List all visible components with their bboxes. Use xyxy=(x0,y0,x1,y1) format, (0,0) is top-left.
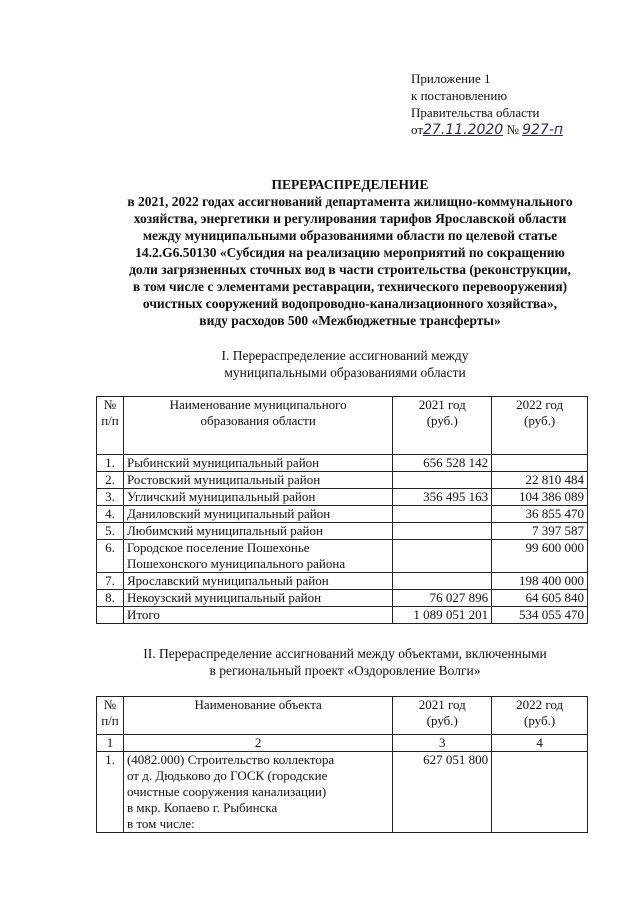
row-num: 6. xyxy=(97,540,124,573)
table-row xyxy=(97,752,588,833)
section1-title xyxy=(140,347,550,381)
title-line: между муниципальными образованиями области по целевой статье xyxy=(142,228,558,243)
section2-title-line: в региональный проект «Оздоровление Волги» xyxy=(209,663,481,678)
row-2022 xyxy=(492,752,588,833)
title-line: очистных сооружений водопроводно-канализационного хозяйства», xyxy=(142,296,558,311)
title-line: доли загрязненных сточных вод в части строительства (реконструкции, xyxy=(129,262,571,277)
appendix-line-1: Приложение 1 xyxy=(411,71,491,86)
row-2022: 64 605 840 xyxy=(492,590,588,607)
header-num: № п/п xyxy=(97,697,124,735)
row-num: 7. xyxy=(97,573,124,590)
table-row xyxy=(97,523,588,540)
row-name: Некоузский муниципальный район xyxy=(123,590,392,607)
row-2022: 22 810 484 xyxy=(492,472,588,489)
section1-table xyxy=(96,396,588,624)
row-name: Ростовский муниципальный район xyxy=(123,472,392,489)
row-name: Городское поселение Пошехонье Пошехонского муниципального района xyxy=(123,540,392,573)
total-row xyxy=(97,607,588,624)
appendix-line-3: Правительства области xyxy=(411,105,540,120)
row-2021: 627 051 800 xyxy=(393,752,492,833)
section2-table xyxy=(96,696,588,833)
total-2022: 534 055 470 xyxy=(492,607,588,624)
row-2022: 7 397 587 xyxy=(492,523,588,540)
title-line: в 2021, 2022 годах ассигнований департамента жилищно-коммунального xyxy=(127,194,573,209)
row-2021 xyxy=(393,540,492,573)
row-2022: 36 855 470 xyxy=(492,506,588,523)
row-2022 xyxy=(492,455,588,472)
total-label: Итого xyxy=(123,607,392,624)
row-num: 5. xyxy=(97,523,124,540)
title-heading: ПЕРЕРАСПРЕДЕЛЕНИЕ xyxy=(271,177,429,192)
table-row xyxy=(97,455,588,472)
row-num: 4. xyxy=(97,506,124,523)
col-number: 3 xyxy=(393,735,492,752)
row-2021: 356 495 163 xyxy=(393,489,492,506)
header-2021: 2021 год (руб.) xyxy=(393,397,492,455)
row-name: Даниловский муниципальный район xyxy=(123,506,392,523)
appendix-line-2: к постановлению xyxy=(411,88,508,103)
col-number: 4 xyxy=(492,735,588,752)
row-num: 8. xyxy=(97,590,124,607)
table-header-row xyxy=(97,397,588,455)
row-2021 xyxy=(393,523,492,540)
row-2021: 76 027 896 xyxy=(393,590,492,607)
title-line: в том числе с элементами реставрации, технического перевооружения) xyxy=(132,279,568,294)
row-num: 3. xyxy=(97,489,124,506)
appendix-date-line xyxy=(411,121,563,139)
table-row xyxy=(97,506,588,523)
row-2021 xyxy=(393,506,492,523)
row-num: 2. xyxy=(97,472,124,489)
total-2021: 1 089 051 201 xyxy=(393,607,492,624)
row-2021 xyxy=(393,472,492,489)
table-row xyxy=(97,573,588,590)
row-2021 xyxy=(393,573,492,590)
row-name: Любимский муниципальный район xyxy=(123,523,392,540)
table-row xyxy=(97,540,588,573)
section1-title-line: I. Перераспределение ассигнований между xyxy=(221,348,469,363)
handwritten-date: 27.11.2020 xyxy=(423,122,504,138)
column-number-row xyxy=(97,735,588,752)
row-2022: 104 386 089 xyxy=(492,489,588,506)
header-name: Наименование объекта xyxy=(123,697,392,735)
section1-title-line: муниципальными образованиями области xyxy=(224,365,466,380)
table-row xyxy=(97,489,588,506)
from-label: от xyxy=(411,122,424,137)
row-2022: 198 400 000 xyxy=(492,573,588,590)
row-name: Угличский муниципальный район xyxy=(123,489,392,506)
document-title xyxy=(80,176,620,329)
row-name: Ярославский муниципальный район xyxy=(123,573,392,590)
section2-title xyxy=(90,645,600,679)
section2-title-line: II. Перераспределение ассигнований между объектами, включенными xyxy=(143,646,547,661)
header-num: № п/п xyxy=(97,397,124,455)
row-name: Рыбинский муниципальный район xyxy=(123,455,392,472)
title-line: 14.2.G6.50130 «Субсидия на реализацию мероприятий по сокращению xyxy=(135,245,565,260)
row-num: 1. xyxy=(97,752,124,833)
col-number: 1 xyxy=(97,735,124,752)
title-line: хозяйства, энергетики и регулирования тарифов Ярославской области xyxy=(133,211,567,226)
row-num: 1. xyxy=(97,455,124,472)
title-line: виду расходов 500 «Межбюджетные трансферты» xyxy=(199,313,501,328)
header-2022: 2022 год (руб.) xyxy=(492,697,588,735)
handwritten-number: 927-п xyxy=(522,122,564,138)
appendix-block xyxy=(411,70,563,139)
header-2022: 2022 год (руб.) xyxy=(492,397,588,455)
header-2021: 2021 год (руб.) xyxy=(393,697,492,735)
table-header-row xyxy=(97,697,588,735)
row-2021: 656 528 142 xyxy=(393,455,492,472)
row-2022: 99 600 000 xyxy=(492,540,588,573)
table-row xyxy=(97,472,588,489)
col-number: 2 xyxy=(123,735,392,752)
header-name: Наименование муниципального образования области xyxy=(123,397,392,455)
table-row xyxy=(97,590,588,607)
total-num xyxy=(97,607,124,624)
row-name: (4082.000) Строительство коллектора от д. Дюдьково до ГОСК (городские очистные сооружения канализации) в мкр. Копаево г. Рыбинска в том числе: xyxy=(123,752,392,833)
number-label: № xyxy=(506,122,519,137)
